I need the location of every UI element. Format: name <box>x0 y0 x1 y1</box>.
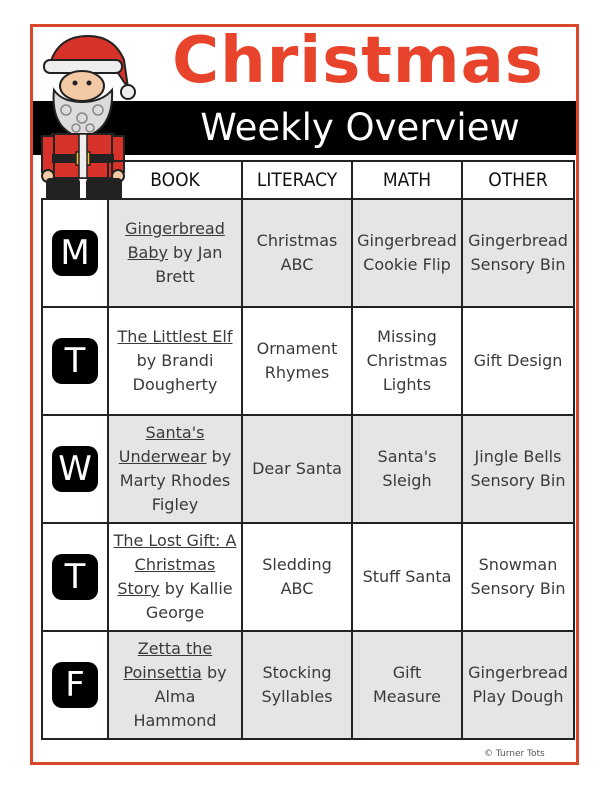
day-letter: T <box>64 341 86 381</box>
book-title: Santa's Underwear <box>118 423 207 466</box>
book-title: The Littlest Elf <box>117 327 233 346</box>
other-cell: Gift Design <box>462 307 574 415</box>
book-cell <box>108 199 242 307</box>
other-cell: Snowman Sensory Bin <box>462 523 574 631</box>
other-cell: Gingerbread Play Dough <box>462 631 574 739</box>
book-author: by Alma Hammond <box>133 663 227 730</box>
book-cell <box>108 307 242 415</box>
math-cell: Missing Christmas Lights <box>352 307 462 415</box>
book-author: by Jan Brett <box>155 243 223 286</box>
book-title: Gingerbread Baby <box>125 219 225 262</box>
day-letter: W <box>58 449 92 489</box>
column-header-other: OTHER <box>462 161 574 199</box>
column-header-book: BOOK <box>108 161 242 199</box>
day-cell <box>42 523 108 631</box>
other-cell: Gingerbread Sensory Bin <box>462 199 574 307</box>
day-letter: M <box>60 233 90 273</box>
weekly-overview-table <box>41 160 575 740</box>
table-row <box>42 631 574 739</box>
day-badge <box>52 446 98 492</box>
page-subtitle: Weekly Overview <box>200 106 520 149</box>
day-letter: T <box>64 557 86 597</box>
book-author: by Kallie George <box>145 579 233 622</box>
book-author: by Marty Rhodes Figley <box>119 447 232 514</box>
literacy-cell: Sledding ABC <box>242 523 352 631</box>
column-header-literacy: LITERACY <box>242 161 352 199</box>
literacy-cell: Ornament Rhymes <box>242 307 352 415</box>
book-title: The Lost Gift: A Christmas Story <box>113 531 237 598</box>
copyright-notice: © Turner Tots <box>484 749 545 759</box>
column-header-math: MATH <box>352 161 462 199</box>
day-cell <box>42 307 108 415</box>
literacy-cell: Dear Santa <box>242 415 352 523</box>
table-row <box>42 415 574 523</box>
page-title: Christmas <box>172 24 544 98</box>
literacy-cell: Stocking Syllables <box>242 631 352 739</box>
table-row <box>42 307 574 415</box>
math-cell: Gift Measure <box>352 631 462 739</box>
book-author: by Brandi Dougherty <box>132 351 218 394</box>
day-badge <box>52 554 98 600</box>
literacy-cell: Christmas ABC <box>242 199 352 307</box>
table-row <box>42 199 574 307</box>
book-cell <box>108 631 242 739</box>
math-cell: Stuff Santa <box>352 523 462 631</box>
book-title: Zetta the Poinsettia <box>123 639 213 682</box>
day-badge <box>52 662 98 708</box>
table-corner <box>42 161 108 199</box>
book-cell <box>108 523 242 631</box>
math-cell: Gingerbread Cookie Flip <box>352 199 462 307</box>
day-badge <box>52 230 98 276</box>
day-cell <box>42 199 108 307</box>
day-cell <box>42 631 108 739</box>
book-cell <box>108 415 242 523</box>
day-letter: F <box>65 665 85 705</box>
other-cell: Jingle Bells Sensory Bin <box>462 415 574 523</box>
day-cell <box>42 415 108 523</box>
math-cell: Santa's Sleigh <box>352 415 462 523</box>
table-row <box>42 523 574 631</box>
day-badge <box>52 338 98 384</box>
